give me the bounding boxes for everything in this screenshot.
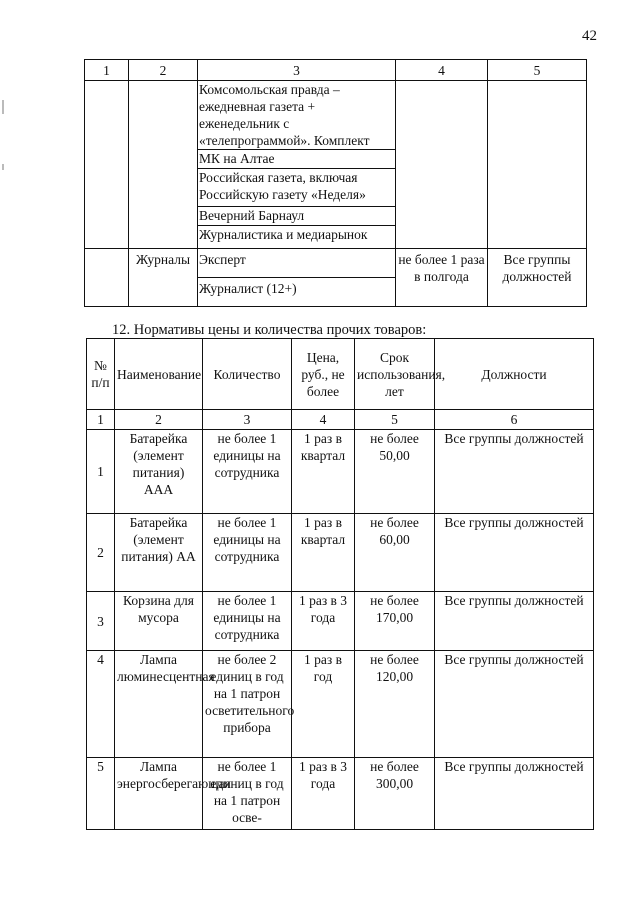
row-number: 3 [87,592,115,651]
column-number-row [87,410,594,430]
table-row [87,592,594,651]
column-number: 4 [292,410,355,430]
table-row [87,514,594,592]
column-number: 3 [203,410,292,430]
item-quantity: не более 1 единицы на сотрудника [203,430,292,514]
item-quantity: не более 1 единицы на сотрудника [203,514,292,592]
item-price: не более 60,00 [355,514,435,592]
item-name: Лампа люминесцентная [115,651,203,758]
header-cell: Количество [203,339,292,410]
table-row [87,651,594,758]
empty-cell [85,249,129,307]
periodicals-table [84,59,587,307]
row-number: 5 [87,758,115,830]
newspaper-title: Вечерний Барнаул [198,207,396,226]
table-header-row [87,339,594,410]
item-quantity: не более 2 единиц в год на 1 патрон осветительного прибора [203,651,292,758]
table-row [87,758,594,830]
header-cell: № п/п [87,339,115,410]
column-number: 1 [87,410,115,430]
item-positions: Все группы должностей [435,430,594,514]
item-frequency: 1 раз в 3 года [292,758,355,830]
header-cell: Должности [435,339,594,410]
newspaper-title: Комсомольская правда – ежедневная газета + еженедельник с «телепрограммой». Комплект [198,81,396,150]
item-positions: Все группы должностей [435,592,594,651]
goods-norms-table [86,338,594,830]
newspaper-title: Журналистика и медиарынок [198,226,396,249]
journal-positions: Все группы должностей [488,249,587,307]
header-cell: Цена, руб., не более [292,339,355,410]
item-price: не более 300,00 [355,758,435,830]
column-number: 1 [85,60,129,81]
item-name: Корзина для мусора [115,592,203,651]
item-name: Батарейка (элемент питания) АА [115,514,203,592]
column-number: 2 [129,60,198,81]
item-positions: Все группы должностей [435,758,594,830]
row-number: 2 [87,514,115,592]
page-number: 42 [582,28,597,44]
item-name: Лампа энергосберегающая [115,758,203,830]
journal-title: Эксперт [198,249,396,278]
newspaper-title: МК на Алтае [198,150,396,169]
item-price: не более 50,00 [355,430,435,514]
margin-mark [2,164,4,170]
section-heading: 12. Нормативы цены и количества прочих товаров: [112,322,427,338]
item-price: не более 120,00 [355,651,435,758]
item-quantity: не более 1 единиц в год на 1 патрон осве- [203,758,292,830]
journal-frequency: не более 1 раза в полгода [396,249,488,307]
table-row [85,81,587,150]
header-cell: Срок использования, лет [355,339,435,410]
table-row [87,430,594,514]
column-number: 5 [488,60,587,81]
column-number: 5 [355,410,435,430]
item-frequency: 1 раз в квартал [292,430,355,514]
item-positions: Все группы должностей [435,651,594,758]
item-name: Батарейка (элемент питания) ААА [115,430,203,514]
table-row [85,249,587,278]
journals-label: Журналы [129,249,198,307]
item-price: не более 170,00 [355,592,435,651]
row-number: 1 [87,430,115,514]
row-number: 4 [87,651,115,758]
empty-cell [129,81,198,249]
column-number: 6 [435,410,594,430]
item-frequency: 1 раз в год [292,651,355,758]
journal-title: Журналист (12+) [198,278,396,307]
empty-cell [396,81,488,249]
item-positions: Все группы должностей [435,514,594,592]
item-quantity: не более 1 единицы на сотрудника [203,592,292,651]
column-number: 3 [198,60,396,81]
empty-cell [488,81,587,249]
column-number: 2 [115,410,203,430]
empty-cell [85,81,129,249]
newspaper-title: Российская газета, включая Российскую газету «Неделя» [198,169,396,207]
margin-mark [2,100,4,114]
item-frequency: 1 раз в 3 года [292,592,355,651]
item-frequency: 1 раз в квартал [292,514,355,592]
table-header-row [85,60,587,81]
column-number: 4 [396,60,488,81]
header-cell: Наименование [115,339,203,410]
